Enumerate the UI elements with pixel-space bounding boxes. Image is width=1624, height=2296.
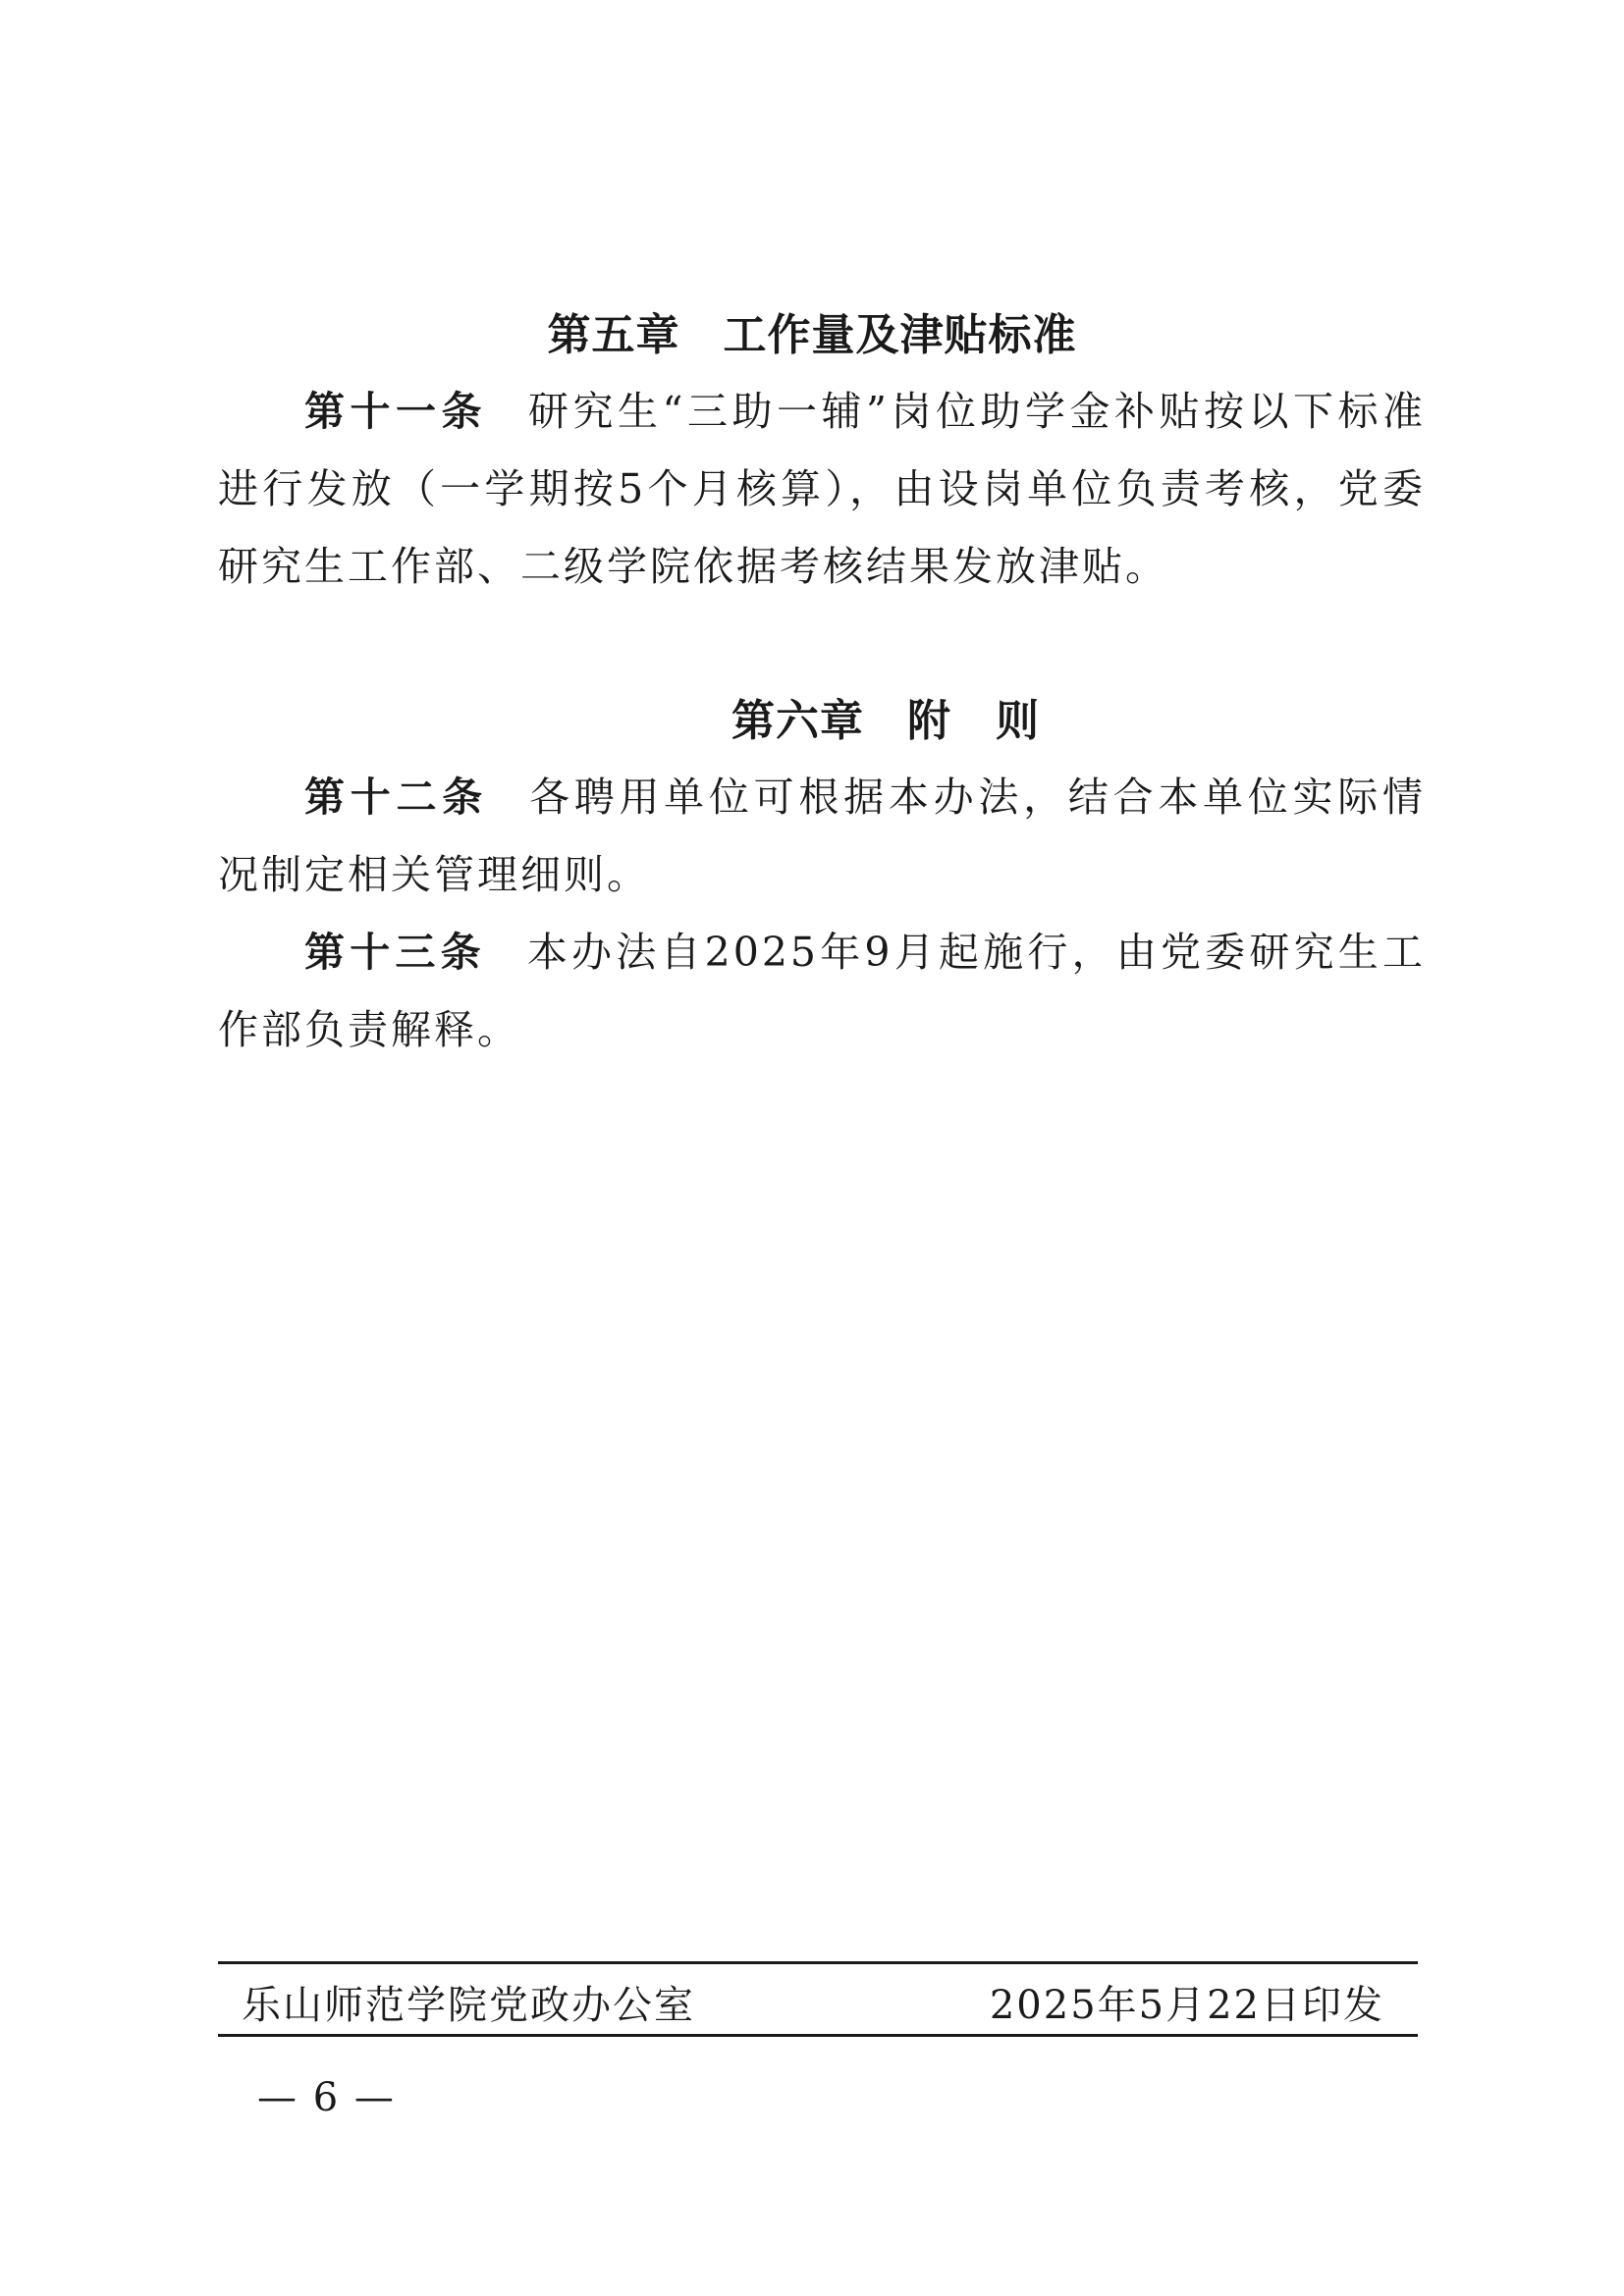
chapter-number: 第五章 [547,310,680,360]
colophon-date: 2025年5月22日印发 [989,1983,1384,2028]
chapter-heading-5 [0,306,1624,365]
article-12 [218,759,1426,914]
article-number: 第十二条 [304,774,488,821]
chapter-title: 附 则 [907,696,1040,746]
colophon-issuer: 乐山师范学院党政办公室 [242,1983,695,2028]
article-text: 研究生“三助一辅”岗位助学金补贴按以下标准进行发放（一学期按5个月核算），由设岗单位负责考核，党委研究生工作部、二级学院依据考核结果发放津贴。 [218,388,1426,590]
article-text: 各聘用单位可根据本办法，结合本单位实际情况制定相关管理细则。 [218,774,1427,898]
article-number: 第十一条 [304,388,488,435]
colophon-bottom-rule [218,2034,1418,2037]
article-number: 第十三条 [304,929,486,976]
page-number: — 6 — [257,2075,396,2120]
article-text: 本办法自2025年9月起施行，由党委研究生工作部负责解释。 [218,929,1427,1053]
article-11 [218,373,1426,606]
chapter-title: 工作量及津贴标准 [723,310,1077,360]
chapter-heading-6 [0,692,1624,751]
colophon-top-rule [218,1961,1418,1964]
article-13 [218,914,1426,1069]
chapter-number: 第六章 [731,696,864,746]
